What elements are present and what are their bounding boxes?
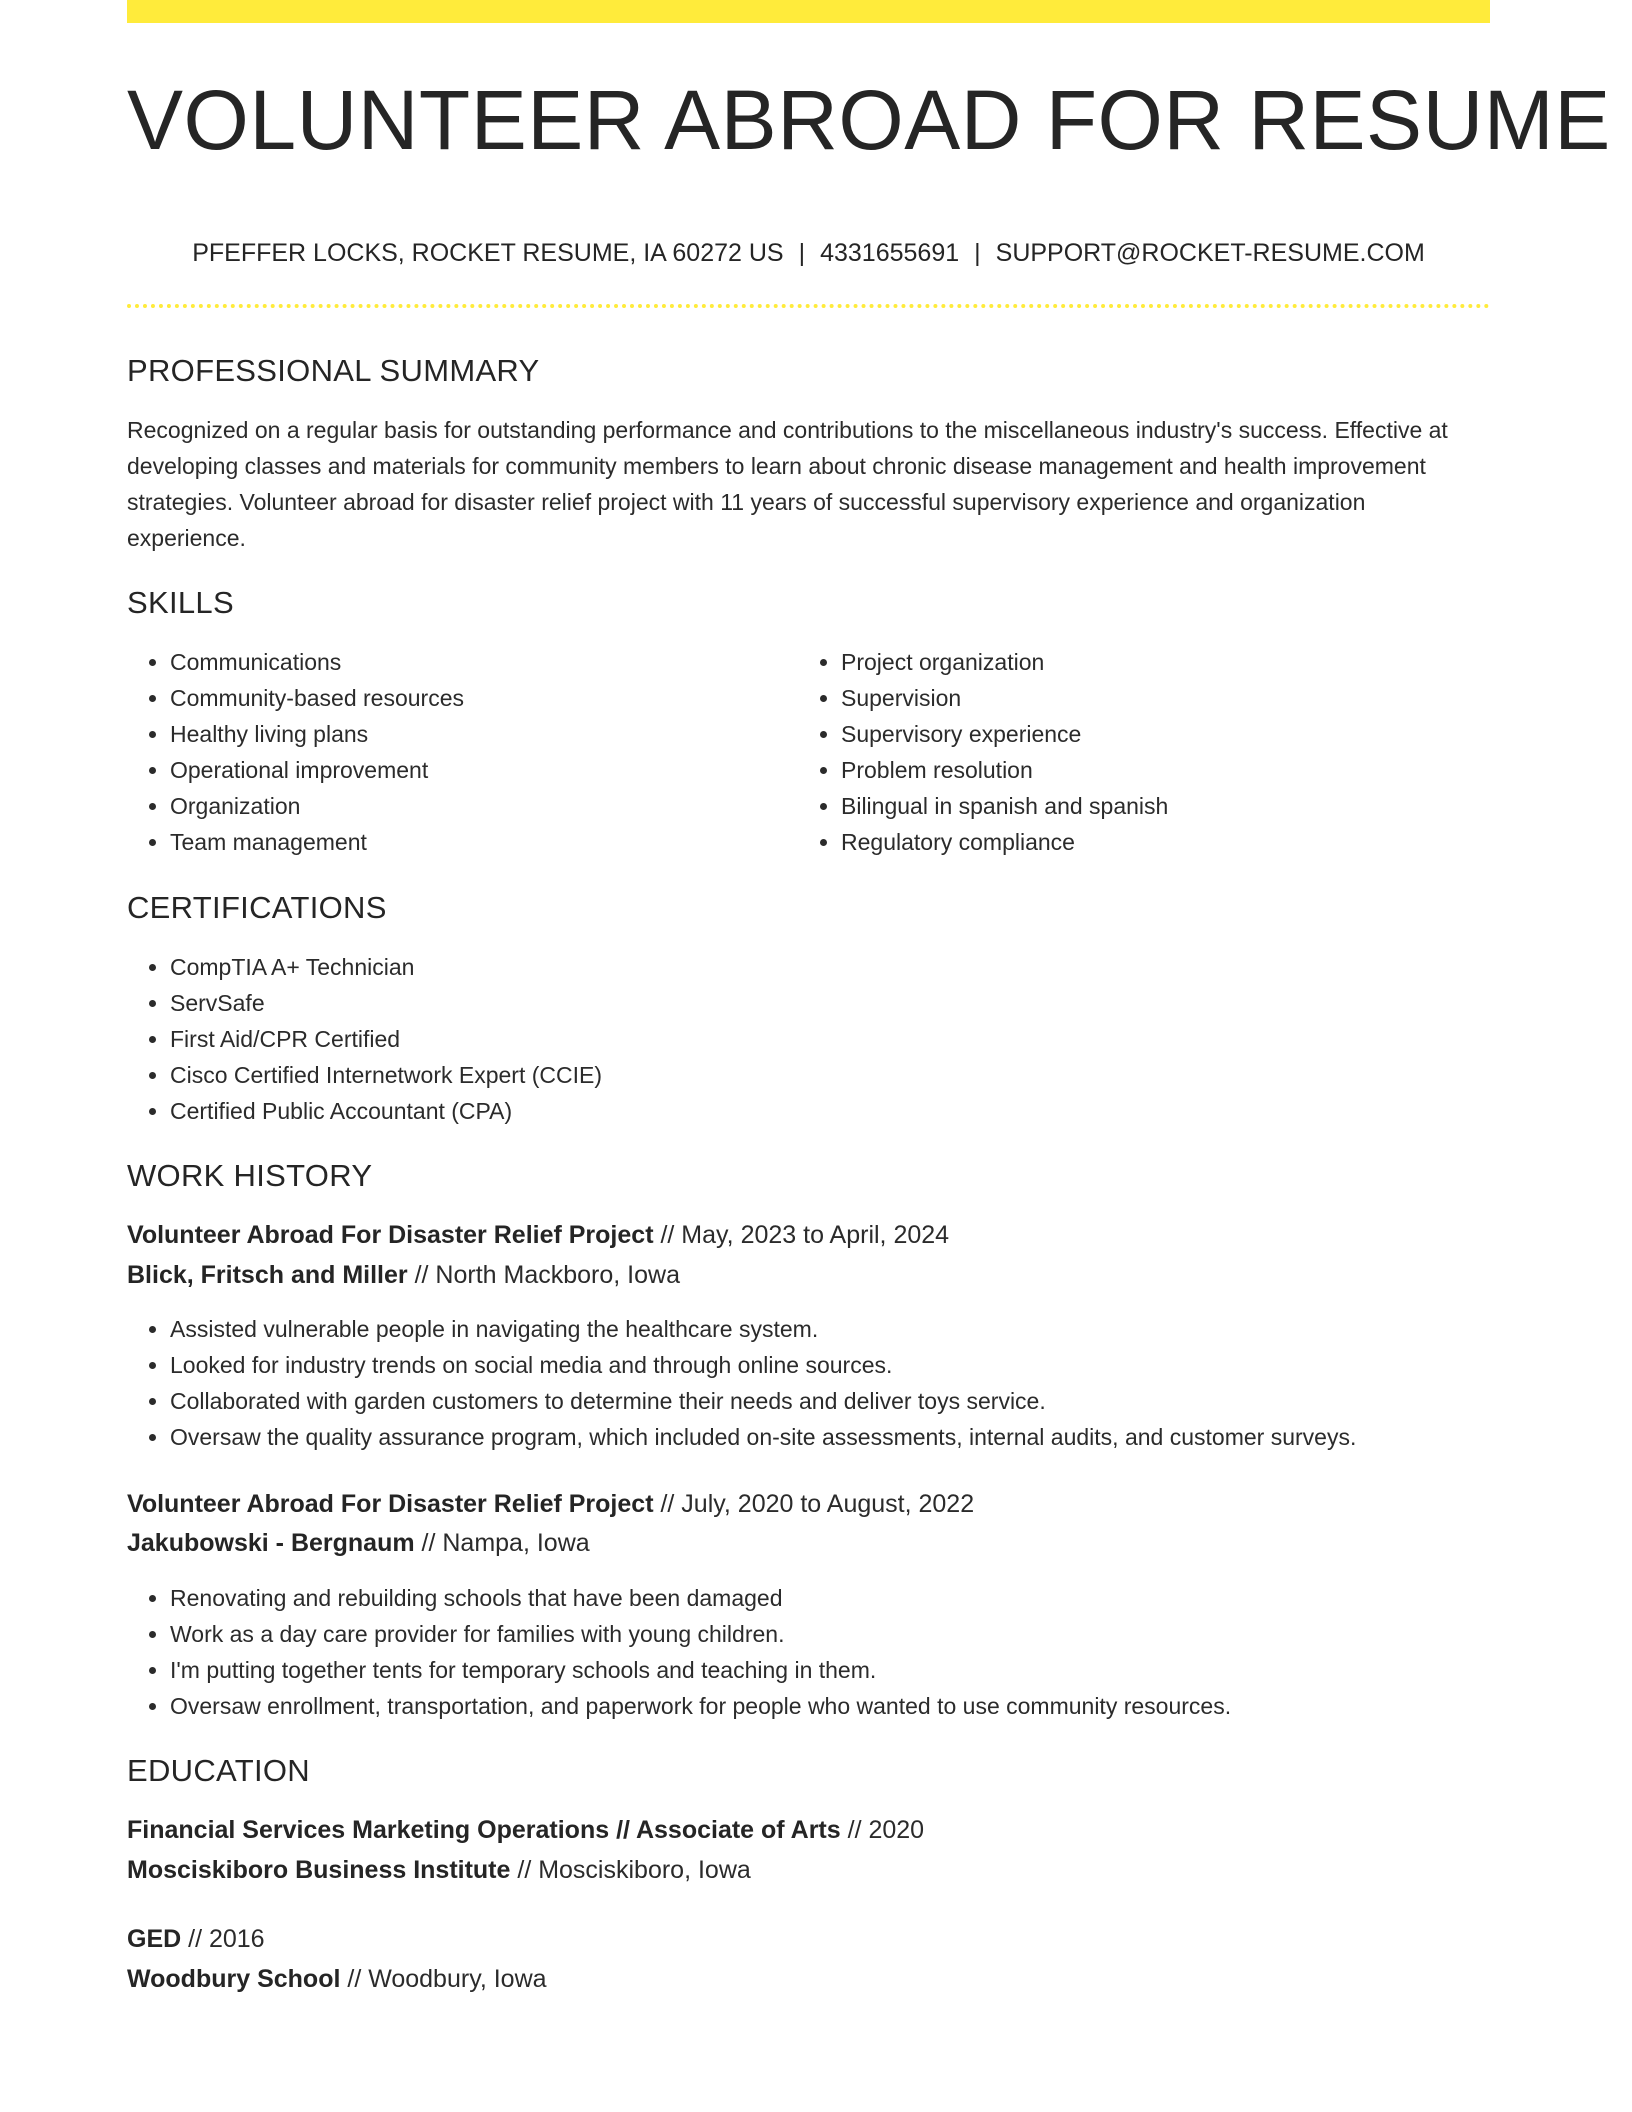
skill-item: • Bilingual in spanish and spanish <box>841 788 1168 824</box>
skills-list-left <box>127 644 464 860</box>
skill-item: • Communications <box>170 644 464 680</box>
job-bullet: • Renovating and rebuilding schools that have been damaged <box>170 1580 1231 1616</box>
job-title-line <box>127 1220 949 1250</box>
top-accent-bar <box>127 0 1490 23</box>
job-bullet: • Collaborated with garden customers to determine their needs and deliver toys service. <box>170 1383 1356 1419</box>
skill-item: • Regulatory compliance <box>841 824 1168 860</box>
skill-item: • Community-based resources <box>170 680 464 716</box>
job-role: Volunteer Abroad For Disaster Relief Project <box>127 1490 654 1518</box>
certifications-heading: CERTIFICATIONS <box>127 890 387 925</box>
skill-item: • Healthy living plans <box>170 716 464 752</box>
job-company-line <box>127 1528 590 1558</box>
education-year: // 2016 <box>181 1925 265 1953</box>
education-heading: EDUCATION <box>127 1753 310 1788</box>
education-school: Mosciskiboro Business Institute <box>127 1856 511 1884</box>
header-divider <box>127 304 1490 308</box>
skill-item: • Supervision <box>841 680 1168 716</box>
job-location: // North Mackboro, Iowa <box>407 1261 680 1289</box>
job-bullet: • Work as a day care provider for families with young children. <box>170 1616 1231 1652</box>
certification-item: • ServSafe <box>170 985 602 1021</box>
education-school-line <box>127 1964 547 1994</box>
job-dates: // July, 2020 to August, 2022 <box>653 1490 975 1518</box>
work-history-heading: WORK HISTORY <box>127 1158 373 1193</box>
certifications-list <box>127 949 602 1129</box>
education-school-line <box>127 1855 751 1885</box>
certification-item: • First Aid/CPR Certified <box>170 1021 602 1057</box>
job-bullet: • Oversaw the quality assurance program, which included on-site assessments, internal audits, and customer surveys. <box>170 1419 1356 1455</box>
job-bullet: • Oversaw enrollment, transportation, and paperwork for people who wanted to use community resources. <box>170 1688 1231 1724</box>
page-title: VOLUNTEER ABROAD FOR RESUME <box>127 73 1611 167</box>
education-degree: GED <box>127 1925 182 1953</box>
skill-item: • Operational improvement <box>170 752 464 788</box>
job-bullet: • Looked for industry trends on social media and through online sources. <box>170 1347 1356 1383</box>
skills-heading: SKILLS <box>127 585 234 620</box>
job-role: Volunteer Abroad For Disaster Relief Project <box>127 1221 654 1249</box>
job-bullets <box>127 1311 1356 1455</box>
job-bullet: • Assisted vulnerable people in navigating the healthcare system. <box>170 1311 1356 1347</box>
contact-separator: | <box>974 239 981 267</box>
summary-text: Recognized on a regular basis for outstanding performance and contributions to the miscellaneous industry's success. Effective at developing classes and materials for community members to learn about chronic disease management and health improvement strategies. Volunteer abroad for disaster relief project with 11 years of successful supervisory experience and organization experience. <box>127 417 1448 551</box>
contact-phone: 4331655691 <box>820 239 960 267</box>
skill-item: • Project organization <box>841 644 1168 680</box>
skill-item: • Supervisory experience <box>841 716 1168 752</box>
job-title-line <box>127 1489 974 1519</box>
job-company: Blick, Fritsch and Miller <box>127 1261 408 1289</box>
job-company: Jakubowski - Bergnaum <box>127 1529 415 1557</box>
contact-separator: | <box>798 239 806 267</box>
skill-item: • Team management <box>170 824 464 860</box>
education-location: // Mosciskiboro, Iowa <box>510 1856 751 1884</box>
certification-item: • CompTIA A+ Technician <box>170 949 602 985</box>
education-year: // 2020 <box>840 1816 925 1844</box>
education-location: // Woodbury, Iowa <box>340 1965 547 1993</box>
job-location: // Nampa, Iowa <box>414 1529 590 1557</box>
summary-heading: PROFESSIONAL SUMMARY <box>127 353 540 388</box>
education-degree: Financial Services Marketing Operations // Associate of Arts <box>127 1816 841 1844</box>
skills-list-right <box>798 644 1168 860</box>
job-company-line <box>127 1260 680 1290</box>
education-degree-line <box>127 1815 924 1845</box>
certification-item: • Cisco Certified Internetwork Expert (CCIE) <box>170 1057 602 1093</box>
education-school: Woodbury School <box>127 1965 341 1993</box>
skill-item: • Organization <box>170 788 464 824</box>
job-dates: // May, 2023 to April, 2024 <box>653 1221 950 1249</box>
contact-address: PFEFFER LOCKS, ROCKET RESUME, IA 60272 US <box>192 239 784 267</box>
job-bullets <box>127 1580 1231 1724</box>
education-degree-line <box>127 1924 265 1954</box>
skill-item: • Problem resolution <box>841 752 1168 788</box>
job-bullet: • I'm putting together tents for temporary schools and teaching in them. <box>170 1652 1231 1688</box>
contact-email: SUPPORT@ROCKET-RESUME.COM <box>995 239 1425 267</box>
contact-line <box>127 238 1490 268</box>
certification-item: • Certified Public Accountant (CPA) <box>170 1093 602 1129</box>
